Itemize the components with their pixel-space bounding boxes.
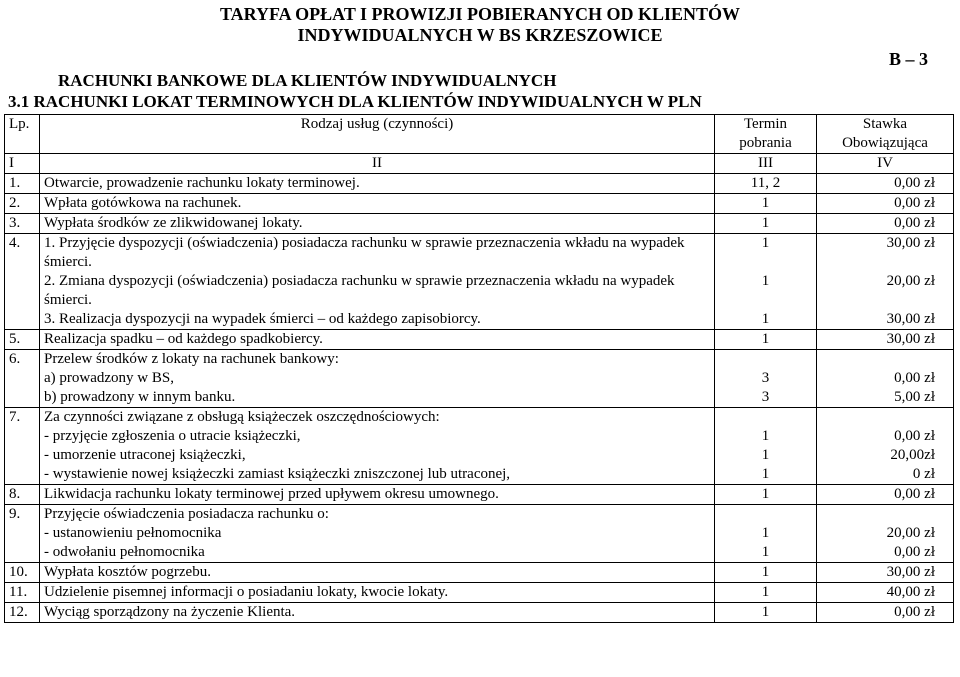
row-rate-value: 0 zł	[912, 466, 935, 482]
row-description: Za czynności związane z obsługą książeczek oszczędnościowych:	[40, 408, 715, 428]
row-term: 1	[715, 563, 817, 583]
header-rate: Stawka Obowiązująca	[817, 115, 954, 154]
table-row	[5, 194, 954, 214]
header-term: Termin pobrania	[715, 115, 817, 154]
row-lp: 4.	[5, 234, 40, 273]
row-rate	[817, 563, 954, 583]
table-row	[5, 174, 954, 194]
row-term: 1	[715, 194, 817, 214]
row-lp	[5, 388, 40, 408]
table-row	[5, 446, 954, 465]
row-description: - odwołaniu pełnomocnika	[40, 543, 715, 563]
row-rate-value: 20,00 zł	[886, 273, 935, 289]
row-rate	[817, 603, 954, 623]
row-description: Wpłata gotówkowa na rachunek.	[40, 194, 715, 214]
row-description: b) prowadzony w innym banku.	[40, 388, 715, 408]
row-rate	[817, 505, 954, 525]
row-rate	[817, 272, 954, 310]
row-term: 1	[715, 427, 817, 446]
colnum-2: II	[40, 154, 715, 174]
subsection-title: 3.1 RACHUNKI LOKAT TERMINOWYCH DLA KLIENTÓW INDYWIDUALNYCH W PLN	[8, 92, 702, 111]
row-rate-value: 0,00 zł	[894, 215, 935, 231]
row-term: 1	[715, 234, 817, 273]
row-term: 3	[715, 369, 817, 388]
row-rate-value: 20,00 zł	[886, 525, 935, 541]
row-rate-value: 30,00 zł	[886, 564, 935, 580]
table-header-row	[5, 115, 954, 154]
row-rate	[817, 214, 954, 234]
table-row	[5, 214, 954, 234]
header-lp: Lp.	[5, 115, 40, 154]
row-description: Przelew środków z lokaty na rachunek bankowy:	[40, 350, 715, 370]
table-row	[5, 350, 954, 370]
table-row	[5, 505, 954, 525]
row-lp	[5, 446, 40, 465]
row-term: 1	[715, 272, 817, 310]
row-lp	[5, 465, 40, 485]
table-row	[5, 485, 954, 505]
row-description: - umorzenie utraconej książeczki,	[40, 446, 715, 465]
row-term: 11, 2	[715, 174, 817, 194]
row-rate	[817, 174, 954, 194]
table-row	[5, 234, 954, 273]
colnum-3: III	[715, 154, 817, 174]
table-row	[5, 272, 954, 310]
row-lp: 5.	[5, 330, 40, 350]
table-row	[5, 563, 954, 583]
row-term: 1	[715, 603, 817, 623]
row-term: 1	[715, 465, 817, 485]
tariff-table	[4, 114, 954, 623]
row-rate	[817, 234, 954, 273]
row-term: 3	[715, 388, 817, 408]
row-description: Udzielenie pisemnej informacji o posiadaniu lokaty, kwocie lokaty.	[40, 583, 715, 603]
row-term: 1	[715, 543, 817, 563]
row-description: - przyjęcie zgłoszenia o utracie książeczki,	[40, 427, 715, 446]
row-lp: 9.	[5, 505, 40, 525]
row-rate-value: 30,00 zł	[886, 311, 935, 327]
row-rate-value: 30,00 zł	[886, 235, 935, 251]
table-row	[5, 543, 954, 563]
row-rate-value: 5,00 zł	[894, 389, 935, 405]
row-rate	[817, 194, 954, 214]
row-rate-value: 0,00 zł	[894, 544, 935, 560]
row-description: 2. Zmiana dyspozycji (oświadczenia) posiadacza rachunku w sprawie przeznaczenia wkładu na wypadek śmierci.	[40, 272, 715, 310]
table-row	[5, 369, 954, 388]
row-rate-value: 0,00 zł	[894, 486, 935, 502]
colnum-4: IV	[817, 154, 954, 174]
header-service: Rodzaj usług (czynności)	[40, 115, 715, 154]
row-rate	[817, 369, 954, 388]
document-title-line1: TARYFA OPŁAT I PROWIZJI POBIERANYCH OD KLIENTÓW	[219, 4, 741, 24]
table-row	[5, 465, 954, 485]
row-rate	[817, 388, 954, 408]
row-rate-value: 0,00 zł	[894, 604, 935, 620]
row-rate	[817, 485, 954, 505]
table-row	[5, 330, 954, 350]
table-row	[5, 427, 954, 446]
row-term	[715, 505, 817, 525]
table-row	[5, 583, 954, 603]
row-description: Likwidacja rachunku lokaty terminowej przed upływem okresu umownego.	[40, 485, 715, 505]
row-description: 1. Przyjęcie dyspozycji (oświadczenia) posiadacza rachunku w sprawie przeznaczenia wkładu na wypadek śmierci.	[40, 234, 715, 273]
colnum-1: I	[5, 154, 40, 174]
row-lp	[5, 543, 40, 563]
row-lp: 12.	[5, 603, 40, 623]
row-lp: 7.	[5, 408, 40, 428]
section-title: RACHUNKI BANKOWE DLA KLIENTÓW INDYWIDUALNYCH	[58, 71, 557, 90]
row-lp	[5, 369, 40, 388]
row-rate	[817, 524, 954, 543]
row-description: - ustanowieniu pełnomocnika	[40, 524, 715, 543]
row-rate-value: 0,00 zł	[894, 195, 935, 211]
row-rate	[817, 465, 954, 485]
row-rate	[817, 543, 954, 563]
row-lp: 11.	[5, 583, 40, 603]
row-rate-value: 0,00 zł	[894, 428, 935, 444]
row-description: a) prowadzony w BS,	[40, 369, 715, 388]
row-description: Wypłata kosztów pogrzebu.	[40, 563, 715, 583]
row-description: - wystawienie nowej książeczki zamiast książeczki zniszczonej lub utraconej,	[40, 465, 715, 485]
row-lp	[5, 272, 40, 310]
row-term: 1	[715, 583, 817, 603]
row-lp: 6.	[5, 350, 40, 370]
row-rate	[817, 310, 954, 330]
row-lp: 8.	[5, 485, 40, 505]
row-rate-value: 40,00 zł	[886, 584, 935, 600]
document-title-line2: INDYWIDUALNYCH W BS KRZESZOWICE	[297, 25, 663, 45]
row-lp: 2.	[5, 194, 40, 214]
table-row	[5, 310, 954, 330]
row-description: Realizacja spadku – od każdego spadkobiercy.	[40, 330, 715, 350]
row-rate	[817, 583, 954, 603]
row-lp	[5, 524, 40, 543]
row-rate	[817, 350, 954, 370]
row-lp: 3.	[5, 214, 40, 234]
row-description: Wyciąg sporządzony na życzenie Klienta.	[40, 603, 715, 623]
row-term: 1	[715, 330, 817, 350]
row-lp: 1.	[5, 174, 40, 194]
table-row	[5, 388, 954, 408]
table-row	[5, 524, 954, 543]
row-lp: 10.	[5, 563, 40, 583]
row-description: 3. Realizacja dyspozycji na wypadek śmierci – od każdego zapisobiorcy.	[40, 310, 715, 330]
row-description: Przyjęcie oświadczenia posiadacza rachunku o:	[40, 505, 715, 525]
row-rate	[817, 330, 954, 350]
row-term: 1	[715, 446, 817, 465]
table-row	[5, 603, 954, 623]
row-term: 1	[715, 310, 817, 330]
table-row	[5, 408, 954, 428]
row-rate	[817, 408, 954, 428]
row-lp	[5, 310, 40, 330]
row-rate-value: 20,00zł	[890, 447, 935, 463]
row-term: 1	[715, 485, 817, 505]
row-description: Wypłata środków ze zlikwidowanej lokaty.	[40, 214, 715, 234]
row-rate	[817, 427, 954, 446]
row-description: Otwarcie, prowadzenie rachunku lokaty terminowej.	[40, 174, 715, 194]
row-term: 1	[715, 524, 817, 543]
row-rate-value: 0,00 zł	[894, 175, 935, 191]
row-term: 1	[715, 214, 817, 234]
row-term	[715, 408, 817, 428]
row-term	[715, 350, 817, 370]
row-rate-value: 30,00 zł	[886, 331, 935, 347]
row-rate	[817, 446, 954, 465]
row-lp	[5, 427, 40, 446]
row-rate-value: 0,00 zł	[894, 370, 935, 386]
tariff-code: B – 3	[888, 49, 928, 69]
table-colnum-row	[5, 154, 954, 174]
